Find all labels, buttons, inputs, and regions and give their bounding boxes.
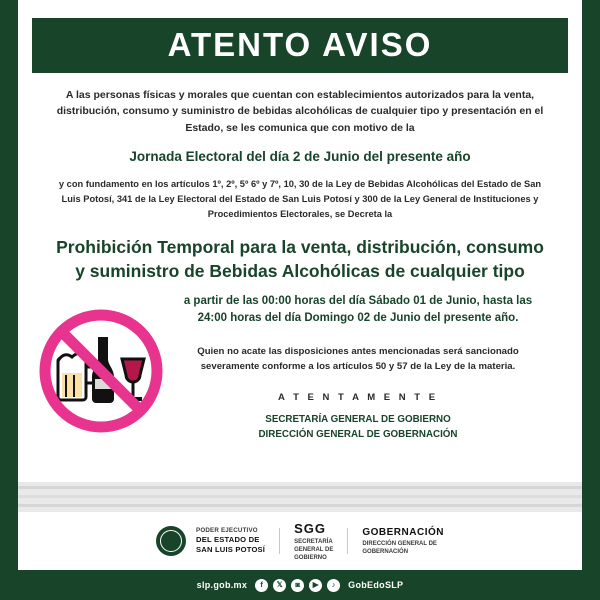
sanction-text: Quien no acate las disposiciones antes mencionadas será sancionado severamente conforme a los artículos 50 y 57 de la Ley de la materia. [197,345,519,373]
separator-stripe-1 [18,486,582,489]
social-icons [255,579,340,592]
instagram-icon[interactable]: ◙ [291,579,304,592]
signature-block [168,413,548,441]
state-government-logo [156,526,265,556]
gov-line-2: DEL ESTADO DE [196,534,260,544]
sgg-line-3: GOBIERNO [294,554,327,561]
schedule-text: a partir de las 00:00 horas del día Sábado 01 de Junio, hasta las 24:00 horas del día Domingo 02 de Junio del presente año. [183,295,533,325]
gobernacion-logo [362,526,444,556]
state-government-text [196,527,265,556]
footer-logos [18,512,582,570]
tiktok-icon[interactable]: ♪ [327,579,340,592]
gobernacion-title: GOBERNACIÓN [362,527,444,539]
separator-stripe-3 [18,504,582,507]
atentamente-label: A T E N T A M E N T E [277,392,439,404]
title-banner [32,18,568,73]
signature-line-1: SECRETARÍA GENERAL DE GOBIERNO [265,414,451,426]
left-green-sidebar [0,0,18,600]
gobernacion-line-1: DIRECCIÓN GENERAL DE [362,540,437,547]
separator-stripe-2 [18,495,582,498]
website-link[interactable]: slp.gob.mx [196,580,248,590]
lower-section [18,293,582,443]
gobernacion-line-2: GOBERNACIÓN [362,548,409,555]
state-seal-icon [156,526,186,556]
legal-basis-paragraph: y con fundamento en los artículos 1º, 2º, 5º 6º y 7º, 10, 30 de la Ley de Bebidas Alcohólicas del Estado de San Luis Potosí, 341 de la Ley Electoral del Estado de San Luis Potosí y 300 de la Ley General de Instituciones y Procedimientos Electorales, se Decreta la [58,179,542,220]
twitter-x-icon[interactable]: 𝕏 [273,579,286,592]
lower-text-block [168,293,548,442]
footer-contact-bar [0,570,600,600]
sgg-logo [294,520,333,562]
notice-body [18,73,582,283]
intro-paragraph: A las personas físicas y morales que cuentan con establecimientos autorizados para la venta, distribución, consumo y suministro de bebidas alcohólicas de cualquier tipo y presentación en el Estado, se les comunica que con motivo de la [56,89,544,134]
sgg-line-1: SECRETARÍA [294,538,333,545]
logo-divider-2 [347,528,348,554]
right-green-sidebar [582,0,600,600]
gov-line-3: SAN LUIS POTOSÍ [196,545,266,555]
sgg-acronym: SGG [294,521,327,537]
prohibition-heading: Prohibición Temporal para la venta, distribución, consumo y suministro de Bebidas Alcohólicas de cualquier tipo [56,236,544,281]
footer-gray-separator [18,482,582,512]
sgg-line-2: GENERAL DE [294,546,334,553]
signature-line-2: DIRECCIÓN GENERAL DE GOBERNACIÓN [258,428,458,440]
page-title: ATENTO AVISO [167,26,433,63]
youtube-icon[interactable]: ▶ [309,579,322,592]
gov-line-1: PODER EJECUTIVO [196,526,258,534]
jornada-electoral-heading: Jornada Electoral del día 2 de Junio del presente año [129,148,471,164]
social-handle[interactable]: GobEdoSLP [348,580,404,590]
facebook-icon[interactable]: f [255,579,268,592]
no-alcohol-icon [36,303,166,433]
logo-divider-1 [279,528,280,554]
